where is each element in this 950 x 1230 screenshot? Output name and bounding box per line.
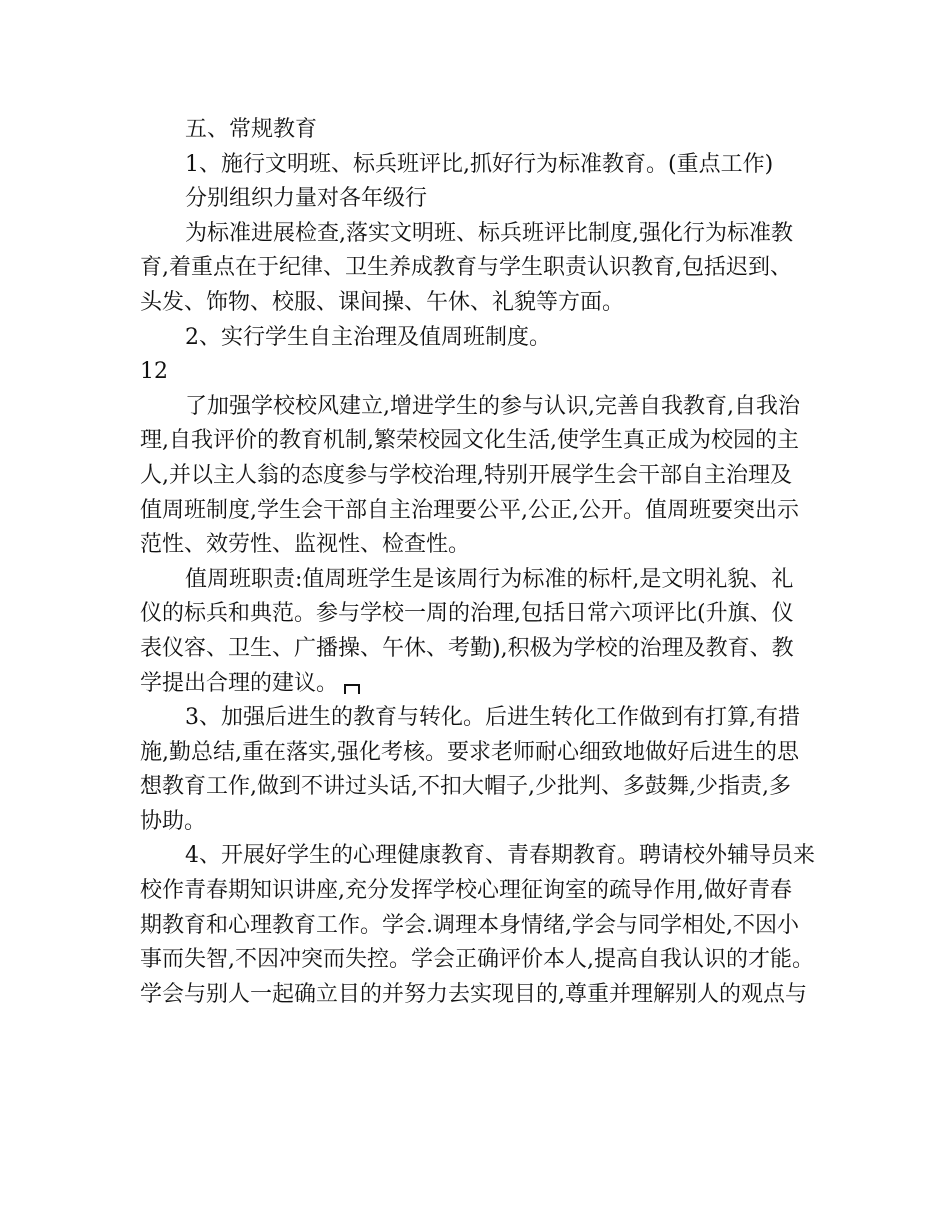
section-heading: 五、常规教育	[185, 117, 318, 142]
paragraph-line: 想教育工作,做到不讲过头话,不扣大帽子,少批判、多鼓舞,少指责,多	[140, 774, 791, 800]
document-page	[140, 113, 936, 1012]
paragraph-line: 值周班职责:值周班学生是该周行为标准的标杆,是文明礼貌、礼	[185, 566, 794, 592]
paragraph-line: 头发、饰物、校服、课间操、午休、礼貌等方面。	[140, 289, 625, 315]
paragraph-line: 分别组织力量对各年级行	[185, 186, 428, 212]
paragraph-line: 学会与别人一起确立目的并努力去实现目的,尊重并理解别人的观点与	[140, 981, 807, 1007]
stray-number: 12	[140, 359, 168, 385]
paragraph-line: 2、实行学生自主治理及值周班制度。	[185, 324, 551, 350]
paragraph-line: 校作青春期知识讲座,充分发挥学校心理征询室的疏导作用,做好青春	[140, 878, 792, 904]
paragraph-line: 值周班制度,学生会干部自主治理要公平,公正,公开。值周班要突出示	[140, 497, 799, 523]
paragraph-line: 育,着重点在于纪律、卫生养成教育与学生职责认识教育,包括迟到、	[140, 255, 792, 281]
paragraph-line: 3、加强后进生的教育与转化。后进生转化工作做到有打算,有措	[185, 705, 800, 731]
paragraph-line: 范性、效劳性、监视性、检查性。	[140, 532, 471, 558]
paragraph-line: 事而失智,不因冲突而失控。学会正确评价本人,提高自我认识的才能。	[140, 947, 814, 973]
paragraph-line: 1、施行文明班、标兵班评比,抓好行为标准教育。(重点工作)	[185, 151, 774, 177]
paragraph-line-with-mark	[140, 667, 936, 702]
paragraph-line: 协助。	[140, 808, 207, 834]
paragraph-line: 期教育和心理教育工作。学会.调理本身情绪,学会与同学相处,不因小	[140, 912, 799, 938]
paragraph-line: 人,并以主人翁的态度参与学校治理,特别开展学生会干部自主治理及	[140, 462, 792, 488]
paragraph-line: 表仪容、卫生、广播操、午休、考勤),积极为学校的治理及教育、教	[140, 635, 794, 661]
paragraph-line: 为标准进展检查,落实文明班、标兵班评比制度,强化行为标准教	[185, 220, 793, 246]
paragraph-line: 了加强学校校风建立,增进学生的参与认识,完善自我教育,自我治	[185, 393, 800, 419]
paragraph-line: 仪的标兵和典范。参与学校一周的治理,包括日常六项评比(升旗、仪	[140, 601, 794, 627]
bracket-mark-icon	[344, 684, 360, 694]
paragraph-line: 4、开展好学生的心理健康教育、青春期教育。聘请校外辅导员来	[185, 843, 815, 869]
paragraph-line: 施,勤总结,重在落实,强化考核。要求老师耐心细致地做好后进生的思	[140, 739, 799, 765]
paragraph-text: 学提出合理的建议。	[140, 670, 339, 696]
paragraph-line: 理,自我评价的教育机制,繁荣校园文化生活,使学生真正成为校园的主	[140, 428, 799, 454]
